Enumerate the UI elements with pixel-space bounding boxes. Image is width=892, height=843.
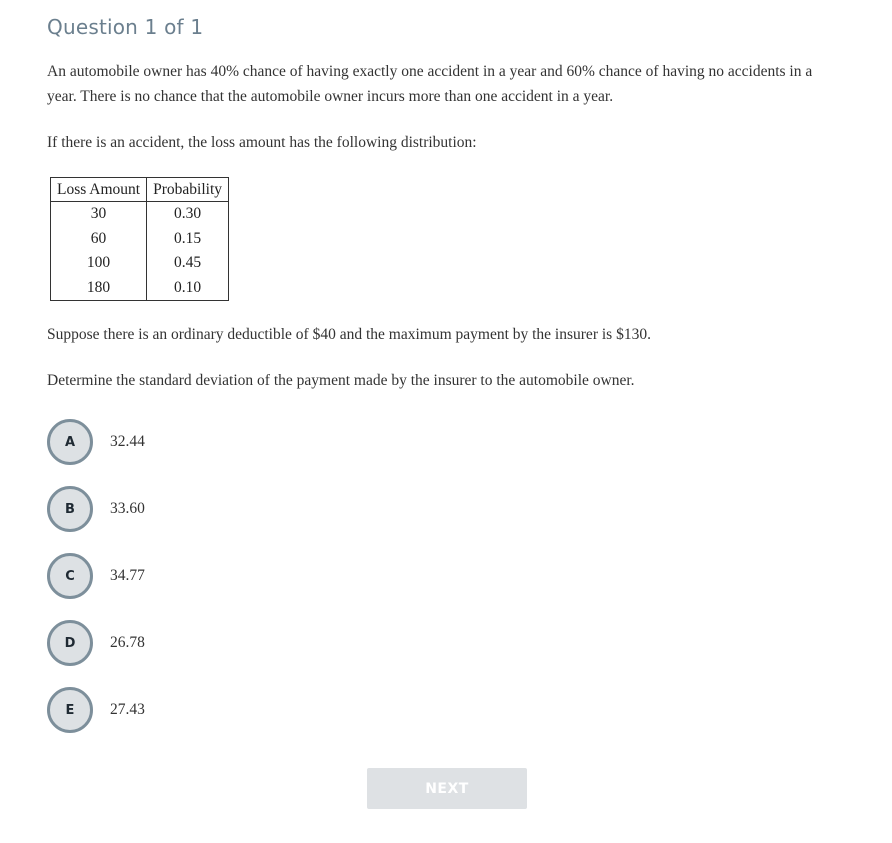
loss-amount-cell: 30 <box>51 202 147 227</box>
option-value: 34.77 <box>110 567 145 584</box>
probability-cell: 0.30 <box>147 202 229 227</box>
option-letter-badge[interactable]: C <box>47 553 93 599</box>
option-value: 27.43 <box>110 701 145 718</box>
answer-option-c[interactable] <box>47 553 145 599</box>
option-letter-badge[interactable]: A <box>47 419 93 465</box>
loss-amount-cell: 100 <box>51 251 147 276</box>
probability-cell: 0.15 <box>147 227 229 252</box>
option-letter-badge[interactable]: D <box>47 620 93 666</box>
column-header-probability: Probability <box>147 178 229 202</box>
option-value: 32.44 <box>110 433 145 450</box>
probability-cell: 0.45 <box>147 251 229 276</box>
loss-amount-cell: 60 <box>51 227 147 252</box>
answer-option-a[interactable] <box>47 419 145 465</box>
option-letter-badge[interactable]: E <box>47 687 93 733</box>
column-header-loss-amount: Loss Amount <box>51 178 147 202</box>
probability-cell: 0.10 <box>147 276 229 301</box>
option-value: 33.60 <box>110 500 145 517</box>
table-row <box>51 276 229 301</box>
table-row <box>51 202 229 227</box>
option-value: 26.78 <box>110 634 145 651</box>
answer-option-d[interactable] <box>47 620 145 666</box>
next-button[interactable]: NEXT <box>367 768 527 809</box>
table-row <box>51 251 229 276</box>
deductible-text: Suppose there is an ordinary deductible of $40 and the maximum payment by the insurer is $130. <box>47 326 651 343</box>
question-counter: Question 1 of 1 <box>47 15 204 39</box>
question-intro: An automobile owner has 40% chance of having exactly one accident in a year and 60% chance of having no accidents in a year. There is no chance that the automobile owner incurs more than one accident in a year. <box>47 63 813 105</box>
answer-option-e[interactable] <box>47 687 145 733</box>
question-prompt: Determine the standard deviation of the payment made by the insurer to the automobile owner. <box>47 372 635 389</box>
loss-amount-cell: 180 <box>51 276 147 301</box>
table-header-row <box>51 178 229 202</box>
option-letter-badge[interactable]: B <box>47 486 93 532</box>
distribution-intro: If there is an accident, the loss amount has the following distribution: <box>47 134 477 151</box>
answer-option-b[interactable] <box>47 486 145 532</box>
table-row <box>51 227 229 252</box>
loss-distribution-table <box>50 177 229 301</box>
